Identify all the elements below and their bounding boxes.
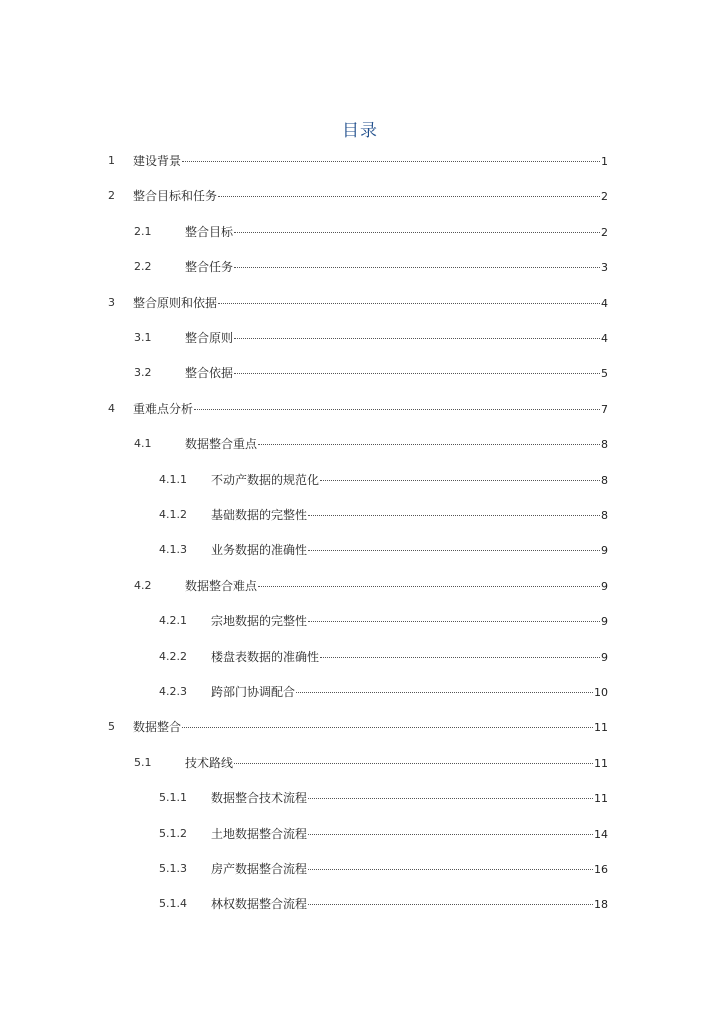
- toc-entry-number: 4.2.1: [159, 614, 187, 627]
- toc-entry-body: [211, 825, 608, 844]
- toc-entry-page-number: 14: [594, 828, 608, 841]
- toc-entry-label: 业务数据的准确性: [211, 543, 308, 557]
- toc-entry-body: [211, 612, 608, 631]
- toc-entry-page-number: 8: [601, 474, 608, 487]
- toc-entry-page-number: 4: [601, 297, 608, 310]
- toc-entry-label: 数据整合难点: [185, 579, 258, 593]
- toc-entry[interactable]: [0, 895, 720, 913]
- toc-entry[interactable]: [0, 294, 720, 312]
- toc-entry-label: 基础数据的完整性: [211, 508, 308, 522]
- toc-entry-page-number: 8: [601, 438, 608, 451]
- toc-entry[interactable]: [0, 860, 720, 878]
- toc-entry-body: [133, 718, 608, 737]
- toc-entry-number: 4.1: [134, 437, 152, 450]
- toc-entry[interactable]: [0, 612, 720, 630]
- toc-entry-body: [133, 294, 608, 313]
- dot-leader: [234, 762, 593, 764]
- toc-entry-number: 2.2: [134, 260, 152, 273]
- toc-entry[interactable]: [0, 577, 720, 595]
- toc-entry-number: 5.1.1: [159, 791, 187, 804]
- toc-entry-body: [211, 541, 608, 560]
- toc-entry[interactable]: [0, 754, 720, 772]
- toc-entry-number: 3.1: [134, 331, 152, 344]
- dot-leader: [234, 231, 600, 233]
- dot-leader: [194, 408, 600, 410]
- dot-leader: [218, 195, 600, 197]
- dot-leader: [296, 691, 593, 693]
- toc-entry-number: 2.1: [134, 225, 152, 238]
- dot-leader: [258, 443, 600, 445]
- dot-leader: [320, 479, 600, 481]
- toc-entry-page-number: 3: [601, 261, 608, 274]
- toc-entry-label: 林权数据整合流程: [211, 897, 308, 911]
- toc-entry-label: 技术路线: [185, 756, 234, 770]
- toc-entry-body: [211, 895, 608, 914]
- toc-entry-number: 4.2.2: [159, 650, 187, 663]
- toc-entry-body: [211, 648, 608, 667]
- toc-entry-label: 重难点分析: [133, 402, 194, 416]
- dot-leader: [308, 514, 600, 516]
- toc-entry[interactable]: [0, 435, 720, 453]
- toc-entry-page-number: 18: [594, 898, 608, 911]
- toc-entry-body: [185, 258, 608, 277]
- toc-entry-label: 整合任务: [185, 260, 234, 274]
- toc-entry-page-number: 10: [594, 686, 608, 699]
- toc-entry-label: 建设背景: [133, 154, 182, 168]
- dot-leader: [182, 726, 593, 728]
- dot-leader: [308, 833, 593, 835]
- toc-entry-number: 4.1.1: [159, 473, 187, 486]
- dot-leader: [234, 337, 600, 339]
- dot-leader: [218, 302, 600, 304]
- toc-entry[interactable]: [0, 400, 720, 418]
- toc-entry-page-number: 2: [601, 226, 608, 239]
- toc-entry[interactable]: [0, 506, 720, 524]
- toc-entry-number: 5.1.4: [159, 897, 187, 910]
- toc-entry-page-number: 2: [601, 190, 608, 203]
- toc-entry-label: 跨部门协调配合: [211, 685, 296, 699]
- toc-entry-label: 数据整合技术流程: [211, 791, 308, 805]
- toc-entry-body: [211, 471, 608, 490]
- toc-entry-label: 整合原则和依据: [133, 296, 218, 310]
- dot-leader: [320, 656, 600, 658]
- toc-entry-number: 2: [108, 189, 115, 202]
- toc-entry-number: 5.1.3: [159, 862, 187, 875]
- toc-entry-body: [133, 187, 608, 206]
- toc-entry[interactable]: [0, 541, 720, 559]
- toc-entry[interactable]: [0, 471, 720, 489]
- toc-entry[interactable]: [0, 223, 720, 241]
- toc-entry-body: [185, 364, 608, 383]
- dot-leader: [258, 585, 600, 587]
- toc-entry-page-number: 9: [601, 615, 608, 628]
- toc-entry-page-number: 7: [601, 403, 608, 416]
- toc-entry-label: 楼盘表数据的准确性: [211, 650, 320, 664]
- toc-entry-page-number: 8: [601, 509, 608, 522]
- toc-entry-page-number: 11: [594, 757, 608, 770]
- toc-entry[interactable]: [0, 648, 720, 666]
- toc-entry-body: [133, 400, 608, 419]
- toc-entry-number: 5.1.2: [159, 827, 187, 840]
- toc-entry-label: 数据整合: [133, 720, 182, 734]
- toc-entry-number: 4.2.3: [159, 685, 187, 698]
- toc-entry-number: 1: [108, 154, 115, 167]
- dot-leader: [308, 549, 600, 551]
- toc-entry-label: 不动产数据的规范化: [211, 473, 320, 487]
- toc-entry-label: 宗地数据的完整性: [211, 614, 308, 628]
- toc-entry-body: [185, 577, 608, 596]
- toc-entry-body: [185, 329, 608, 348]
- toc-entry-label: 整合目标和任务: [133, 189, 218, 203]
- toc-entry-number: 5: [108, 720, 115, 733]
- toc-entry-label: 整合依据: [185, 366, 234, 380]
- dot-leader: [308, 903, 593, 905]
- toc-entry-number: 4.2: [134, 579, 152, 592]
- toc-entry-label: 土地数据整合流程: [211, 827, 308, 841]
- dot-leader: [234, 266, 600, 268]
- toc-entry-number: 5.1: [134, 756, 152, 769]
- dot-leader: [308, 868, 593, 870]
- toc-entry[interactable]: [0, 789, 720, 807]
- toc-entry-page-number: 9: [601, 651, 608, 664]
- toc-entry-body: [211, 789, 608, 808]
- toc-entry-body: [211, 683, 608, 702]
- toc-entry[interactable]: [0, 718, 720, 736]
- dot-leader: [308, 620, 600, 622]
- toc-entry[interactable]: [0, 152, 720, 170]
- toc-entry[interactable]: [0, 329, 720, 347]
- toc-entry[interactable]: [0, 258, 720, 276]
- dot-leader: [182, 160, 600, 162]
- toc-entry-label: 房产数据整合流程: [211, 862, 308, 876]
- dot-leader: [308, 797, 593, 799]
- toc-entry[interactable]: [0, 187, 720, 205]
- dot-leader: [234, 372, 600, 374]
- toc-entry-body: [211, 860, 608, 879]
- toc-entry-body: [185, 435, 608, 454]
- toc-entry-page-number: 11: [594, 721, 608, 734]
- toc-entry-page-number: 5: [601, 367, 608, 380]
- toc-entry-label: 整合目标: [185, 225, 234, 239]
- toc-entry-label: 数据整合重点: [185, 437, 258, 451]
- toc-entry-label: 整合原则: [185, 331, 234, 345]
- toc-entry-page-number: 11: [594, 792, 608, 805]
- toc-entry-body: [185, 223, 608, 242]
- toc-entry-body: [133, 152, 608, 171]
- toc-entry-page-number: 9: [601, 544, 608, 557]
- toc-entry-page-number: 16: [594, 863, 608, 876]
- toc-entry-number: 3: [108, 296, 115, 309]
- toc-entry-number: 4.1.2: [159, 508, 187, 521]
- toc-entry-number: 4.1.3: [159, 543, 187, 556]
- toc-entry-body: [211, 506, 608, 525]
- toc-entry-page-number: 1: [601, 155, 608, 168]
- toc-entry-page-number: 4: [601, 332, 608, 345]
- toc-entry-number: 3.2: [134, 366, 152, 379]
- toc-title: 目录: [342, 121, 378, 141]
- toc-entry[interactable]: [0, 683, 720, 701]
- toc-entry[interactable]: [0, 364, 720, 382]
- toc-entry[interactable]: [0, 825, 720, 843]
- toc-entry-body: [185, 754, 608, 773]
- toc-entry-page-number: 9: [601, 580, 608, 593]
- toc-entry-number: 4: [108, 402, 115, 415]
